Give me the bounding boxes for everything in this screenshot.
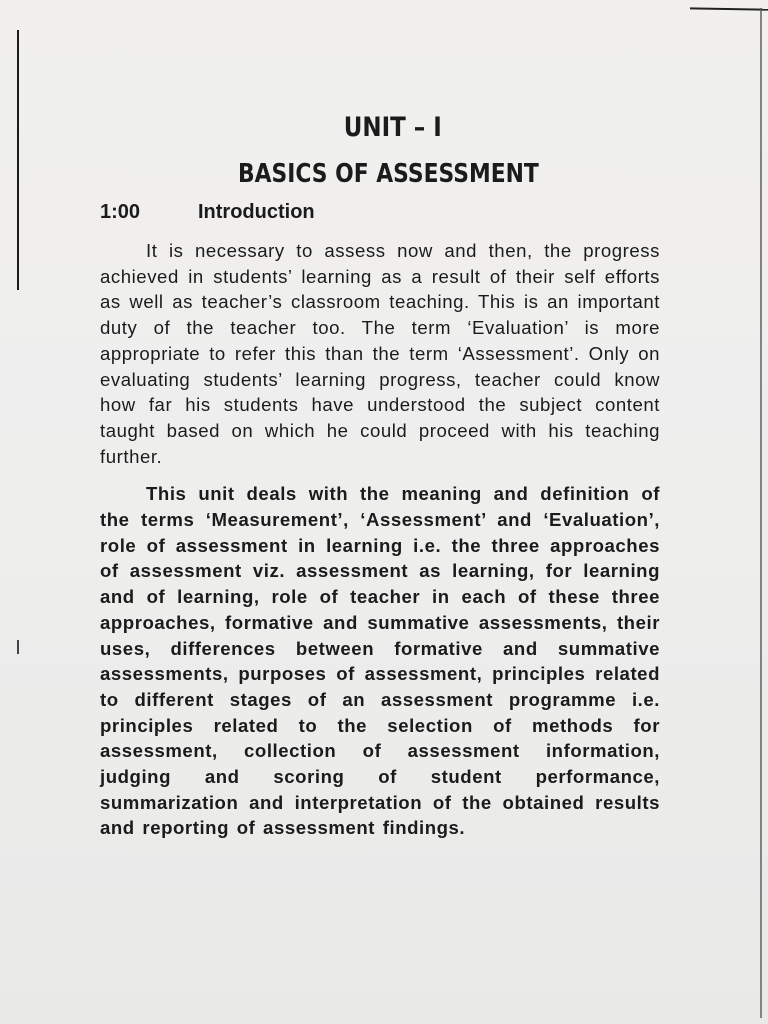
- page-edge-top: [690, 7, 768, 10]
- section-heading: [100, 201, 660, 224]
- section-number: 1:00: [100, 201, 141, 223]
- paragraph-1: It is necessary to assess now and then, the progress achieved in students’ learning as a result of their self efforts as well as teacher’s classroom teaching. This is an important duty of the teacher too. The term ‘Evaluation’ is more appropriate to refer this than the term ‘Assessment’. Only on evaluating students’ learning progress, teacher could know how far his students have understood the subject content taught based on which he could proceed with his teaching further.: [100, 240, 660, 467]
- chapter-title: BASICS OF ASSESSMENT: [237, 159, 539, 189]
- page-content: [100, 112, 660, 841]
- unit-title: UNIT – I: [343, 112, 442, 143]
- paragraph-2: This unit deals with the meaning and definition of the terms ‘Measurement’, ‘Assessment’ and ‘Evaluation’, role of assessment in learning i.e. the three approaches of assessment viz. assessment as learning, for learning and of learning, role of teacher in each of these three approaches, formative and summative assessments, their uses, differences between formative and summative assessments, purposes of assessment, principles related to different stages of an assessment programme i.e. principles related to the selection of methods for assessment, collection of assessment information, judging and scoring of student performance, summarization and interpretation of the obtained results and reporting of assessment findings.: [100, 483, 660, 839]
- page-edge-right: [760, 8, 762, 1018]
- binding-margin-line: [17, 30, 19, 290]
- section-title: Introduction: [198, 201, 315, 223]
- binding-margin-mark: [17, 640, 19, 654]
